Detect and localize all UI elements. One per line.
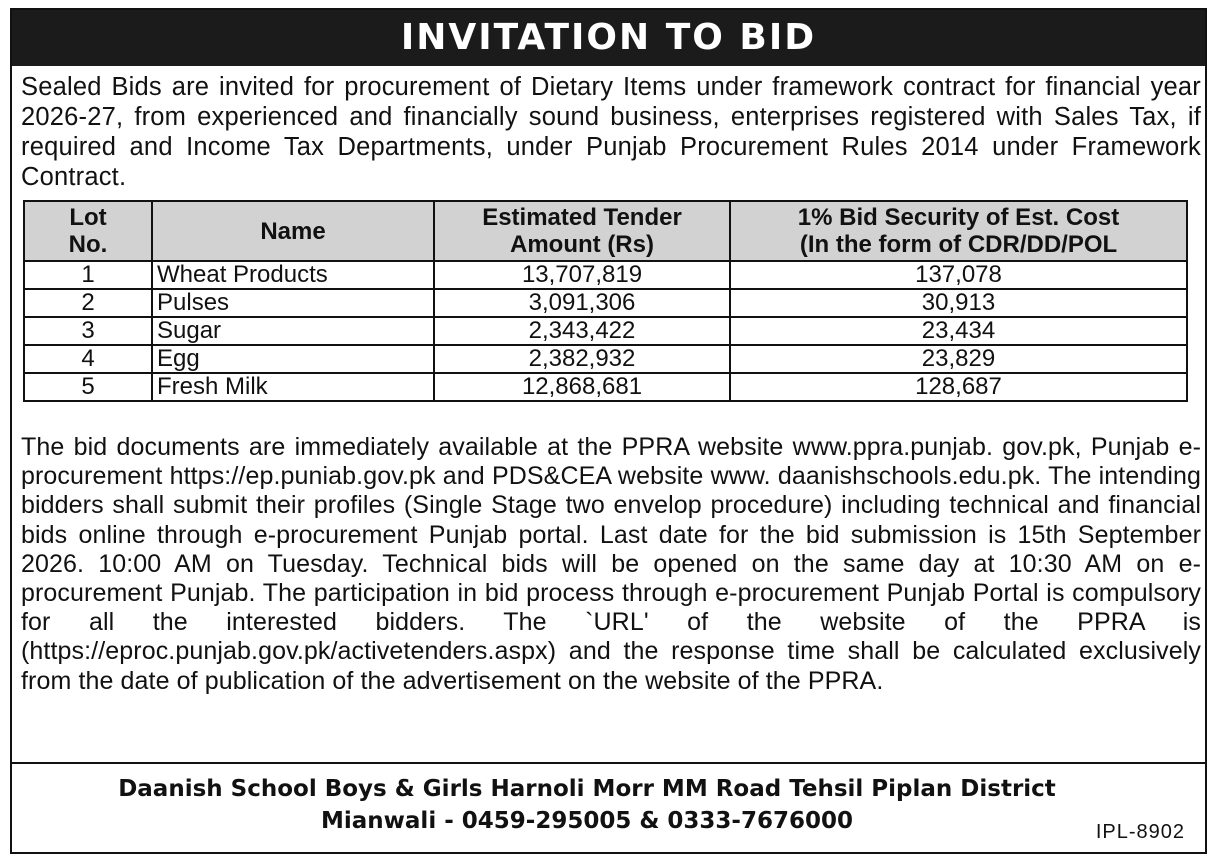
header-lot-line2: No. <box>68 231 108 258</box>
ad-title: INVITATION TO BID <box>12 10 1205 66</box>
intro-paragraph: Sealed Bids are invited for procurement of Dietary Items under framework contract for financial year 2026-27, from experienced and financially sound business, enterprises registered with Sales Tax, if required and Income Tax Departments, under Punjab Procurement Rules 2014 under Framework Contract. <box>21 73 1201 191</box>
table-header-row <box>24 201 1187 261</box>
tender-amount: 12,868,681 <box>434 373 730 401</box>
lot-number: 5 <box>24 373 152 401</box>
tender-amount: 13,707,819 <box>434 261 730 289</box>
header-lot-no <box>24 201 152 261</box>
bid-security: 128,687 <box>730 373 1187 401</box>
footer-contact: Mianwali - 0459-295005 & 0333-7676000 <box>321 808 853 834</box>
item-name: Fresh Milk <box>152 373 434 401</box>
header-lot-line1: Lot <box>69 204 107 231</box>
table-row <box>24 373 1187 401</box>
table-row <box>24 345 1187 373</box>
header-amount-line1: Estimated Tender <box>482 204 682 231</box>
lot-number: 3 <box>24 317 152 345</box>
table-row <box>24 317 1187 345</box>
item-name: Wheat Products <box>152 261 434 289</box>
tender-amount: 2,343,422 <box>434 317 730 345</box>
lot-number: 1 <box>24 261 152 289</box>
footer-address: Daanish School Boys & Girls Harnoli Morr MM Road Tehsil Piplan District <box>118 776 1056 802</box>
table-row <box>24 261 1187 289</box>
lots-table <box>23 200 1188 402</box>
footer <box>12 762 1205 852</box>
item-name: Pulses <box>152 289 434 317</box>
advertisement <box>10 8 1207 854</box>
lot-number: 4 <box>24 345 152 373</box>
header-security <box>730 201 1187 261</box>
header-amount <box>434 201 730 261</box>
header-security-line1: 1% Bid Security of Est. Cost <box>797 204 1120 231</box>
tender-amount: 2,382,932 <box>434 345 730 373</box>
ad-reference-code: IPL-8902 <box>1095 821 1185 843</box>
header-security-line2: (In the form of CDR/DD/POL <box>799 231 1118 258</box>
bid-security: 137,078 <box>730 261 1187 289</box>
item-name: Egg <box>152 345 434 373</box>
bid-security: 23,829 <box>730 345 1187 373</box>
table-row <box>24 289 1187 317</box>
item-name: Sugar <box>152 317 434 345</box>
header-amount-line2: Amount (Rs) <box>510 231 654 258</box>
bid-security: 23,434 <box>730 317 1187 345</box>
bid-security: 30,913 <box>730 289 1187 317</box>
lot-number: 2 <box>24 289 152 317</box>
details-paragraph: The bid documents are immediately available at the PPRA website www.ppra.punjab. gov.pk, Punjab e-procurement https://ep.puniab.gov.pk and PDS&CEA website www. daanishschools.edu.pk. The intending bidders shall submit their profiles (Single Stage two envelop procedure) including technical and financial bids online through e-procurement Punjab portal. Last date for the bid submission is 15th September 2026. 10:00 AM on Tuesday. Technical bids will be opened on the same day at 10:30 AM on e-procurement Punjab. The participation in bid process through e-procurement Punjab Portal is compulsory for all the interested bidders. The `URL' of the website of the PPRA is (https://eproc.punjab.gov.pk/activetenders.aspx) and the response time shall be calculated exclusively from the date of publication of the advertisement on the website of the PPRA. <box>21 433 1201 695</box>
tender-amount: 3,091,306 <box>434 289 730 317</box>
header-name: Name <box>152 201 434 261</box>
